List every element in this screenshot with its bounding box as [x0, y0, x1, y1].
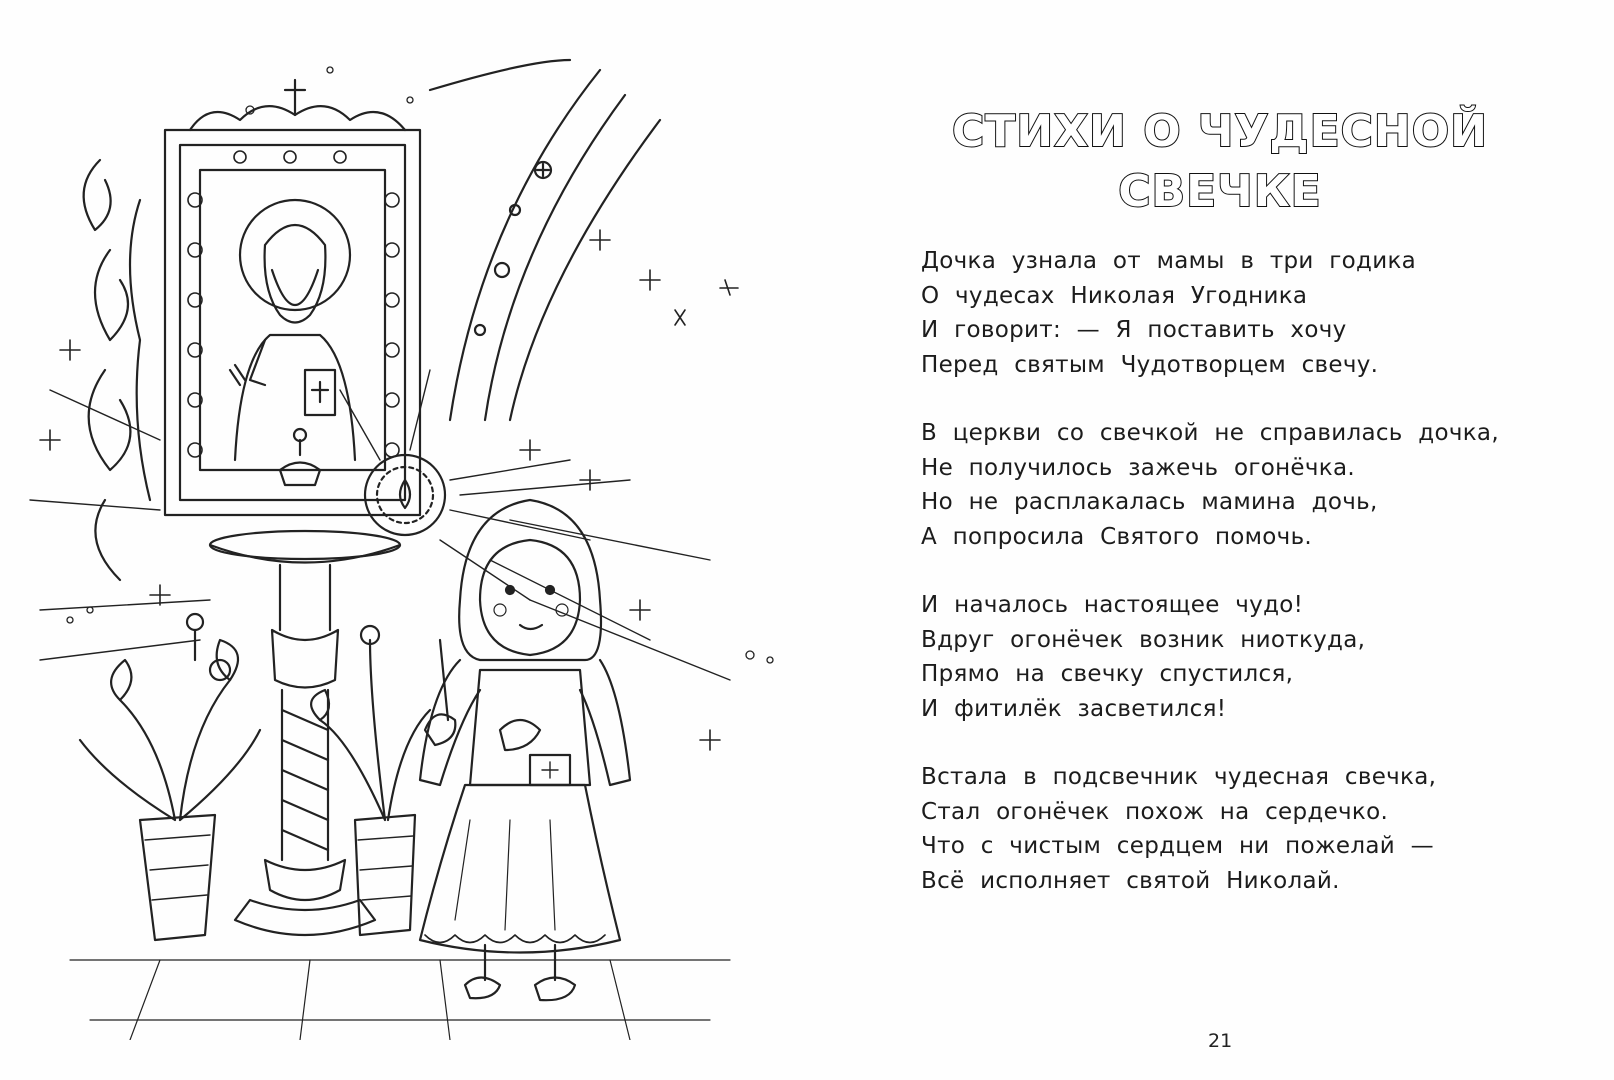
poem-line: Стал огонёчек похож на сердечко. [921, 798, 1389, 825]
poem-line: О чудесах Николая Угодника [921, 282, 1308, 309]
poem-line: Но не расплакалась мамина дочь, [921, 489, 1378, 515]
poem-line: Перед святым Чудотворцем свечу. [921, 351, 1379, 378]
page-number: 21 [1208, 1030, 1233, 1052]
stanza-1 [921, 244, 1601, 382]
poem-line: В церкви со свечкой не справилась дочка, [921, 420, 1499, 446]
poem-line: Вдруг огонёчек возник ниоткуда, [921, 626, 1366, 653]
stanza-4 [921, 760, 1601, 898]
poem-title [900, 102, 1540, 222]
poem-title-line-1: СТИХИ О ЧУДЕСНОЙ [952, 106, 1488, 157]
poem-line: Не получилось зажечь огонёчка. [921, 454, 1355, 481]
poem-line: Что с чистым сердцем ни пожелай — [921, 833, 1434, 859]
poem-line: И началось настоящее чудо! [921, 592, 1304, 618]
poem-line: Всё исполняет святой Николай. [921, 867, 1340, 894]
poem-body [921, 244, 1601, 932]
coloring-drawing [10, 40, 790, 1040]
poem-line: Прямо на свечку спустился, [921, 661, 1294, 687]
poem-line: Дочка узнала от мамы в три годика [921, 248, 1417, 274]
illustration-girl-with-candle [10, 40, 790, 1040]
poem-line: И говорит: — Я поставить хочу [921, 317, 1347, 343]
poem-title-line-2: СВЕЧКЕ [1118, 166, 1322, 217]
stanza-3 [921, 588, 1601, 726]
poem-line: Встала в подсвечник чудесная свечка, [921, 764, 1437, 790]
stanza-2 [921, 416, 1601, 554]
poem-line: А попросила Святого помочь. [921, 523, 1313, 550]
poem-line: И фитилёк засветился! [921, 695, 1227, 722]
